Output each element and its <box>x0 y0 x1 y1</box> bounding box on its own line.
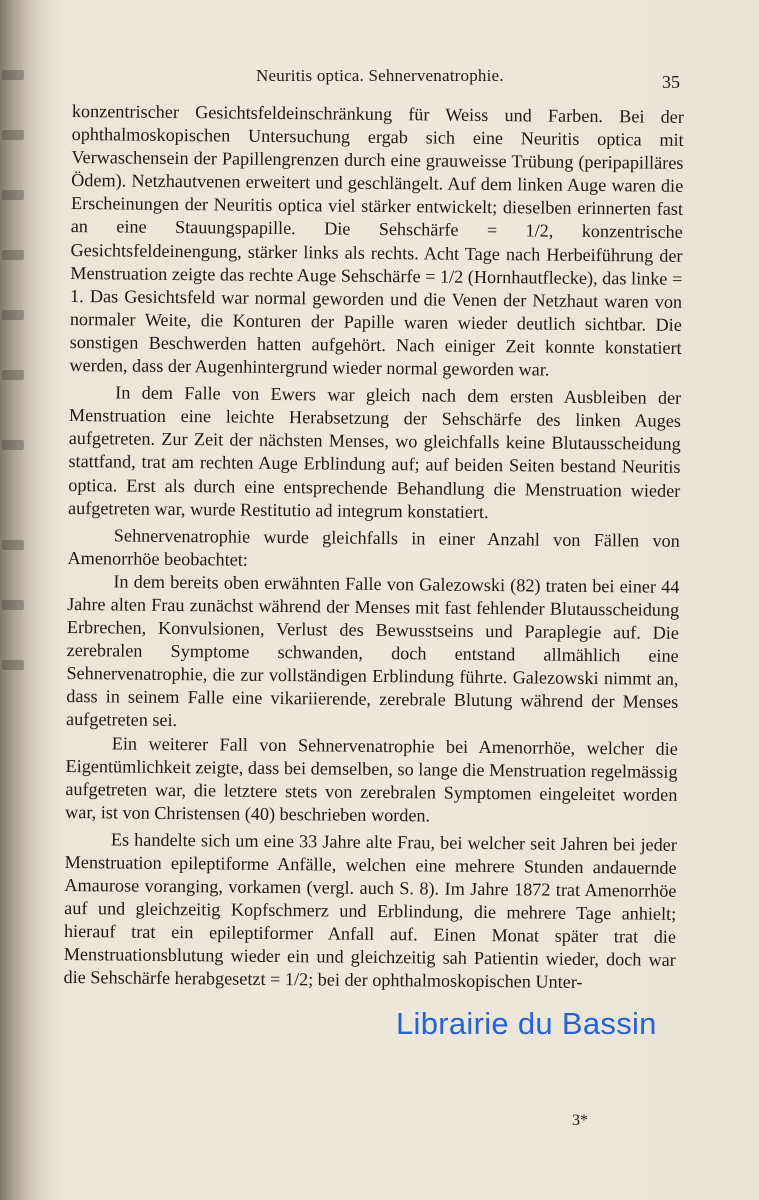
running-header <box>0 66 759 90</box>
gutter-bleed-mark <box>2 370 24 380</box>
running-title: Neuritis optica. Sehnervenatrophie. <box>256 66 504 85</box>
page-number: 35 <box>662 72 680 92</box>
gutter-bleed-mark <box>2 250 24 260</box>
paragraph-christensen: Ein weiterer Fall von Sehnervenatrophie bei Amenorrhöe, welcher die Eigentümlichkeit zeigte, dass bei demselben, so lange die Menstruation regelmässig aufgetreten war, die letztere stets von zerebralen Symptomen eingeleitet worden war, ist von Christensen (40) beschrieben worden. <box>65 732 678 826</box>
page-gutter <box>0 0 40 1200</box>
gutter-bleed-mark <box>2 660 24 670</box>
paragraph-sehnervenatrophie-intro: Sehnervenatrophie wurde gleichfalls in einer Anzahl von Fällen von Amenorrhöe beobachtet: <box>67 525 680 570</box>
gutter-bleed-mark <box>2 540 24 550</box>
gutter-bleed-mark <box>2 190 24 200</box>
paragraph-case-33-years: Es handelte sich um eine 33 Jahre alte Frau, bei welcher seit Jahren bei jeder Menstruation epileptiforme Anfälle, welchen eine mehrere Stunden andauernde Amaurose voranging, vorkamen (vergl. auch S. 8). Im Jahre 1872 trat Amenorrhöe auf und gleichzeitig Kopfschmerz und Erblindung, die mehrere Tage anhielt; hierauf trat ein epileptiformer Anfall auf. Einen Monat später trat die Menstruationsblutung wieder ein und gleichzeitig sah Patientin wieder, doch war die Sehschärfe herabgesetzt = 1/2; bei der ophthalmoskopischen Unter- <box>63 829 677 993</box>
gutter-bleed-mark <box>2 440 24 450</box>
watermark: Librairie du Bassin <box>396 1006 657 1041</box>
gutter-bleed-mark <box>2 310 24 320</box>
paragraph-ewers: In dem Falle von Ewers war gleich nach dem ersten Ausbleiben der Menstruation eine leichte Herabsetzung der Sehschärfe des linken Auges aufgetreten. Zur Zeit der nächsten Menses, wo gleichfalls keine Blutausscheidung stattfand, trat am rechten Auge Erblindung auf; auf beiden Seiten bestand Neuritis optica. Erst als durch eine entsprechende Behandlung die Menstruation wieder aufgetreten war, wurde Restitutio ad integrum konstatiert. <box>67 382 682 522</box>
paragraph-galezowski: In dem bereits oben erwähnten Falle von Galezowski (82) traten bei einer 44 Jahre alten Frau zunächst während der Menses mit fast fehlender Blutausscheidung Erbrechen, Konvulsionen, Verlust des Bewusstseins und Paraplegie auf. Die zerebralen Symptome schwanden, doch entstand allmählich eine Sehnervenatrophie, die zur vollständigen Erblindung führte. Galezowski nimmt an, dass in seinem Falle eine vikariierende, zerebrale Blutung während der Menses aufgetreten sei. <box>65 571 680 731</box>
signature-mark: 3* <box>572 1112 588 1129</box>
gutter-bleed-mark <box>2 600 24 610</box>
paragraph-continued: konzentrischer Gesichtsfeldeinschränkung für Weiss und Farben. Bei der ophthalmoskopischen Untersuchung ergab sich eine Neuritis optica mit Verwaschensein der Papillengrenzen durch eine grauweisse Trübung (peripapilläres Ödem). Netzhautvenen erweitert und geschlängelt. Auf dem linken Auge waren die Erscheinungen der Neuritis optica viel stärker entwickelt; dieselben erinnerten fast an eine Stauungspapille. Die Sehschärfe = 1/2, konzentrische Gesichtsfeldeinengung, stärker links als rechts. Acht Tage nach Herbeiführung der Menstruation zeigte das rechte Auge Sehschärfe = 1/2 (Hornhautflecke), das linke = 1. Das Gesichtsfeld war normal geworden und die Venen der Netzhaut waren von normaler Weite, die Konturen der Papille waren wieder deutlich sichtbar. Die sonstigen Beschwerden hatten aufgehört. Nach einiger Zeit konnte konstatiert werden, dass der Augenhintergrund wieder normal geworden war. <box>69 100 684 380</box>
gutter-bleed-mark <box>2 130 24 140</box>
body-text <box>63 100 684 995</box>
